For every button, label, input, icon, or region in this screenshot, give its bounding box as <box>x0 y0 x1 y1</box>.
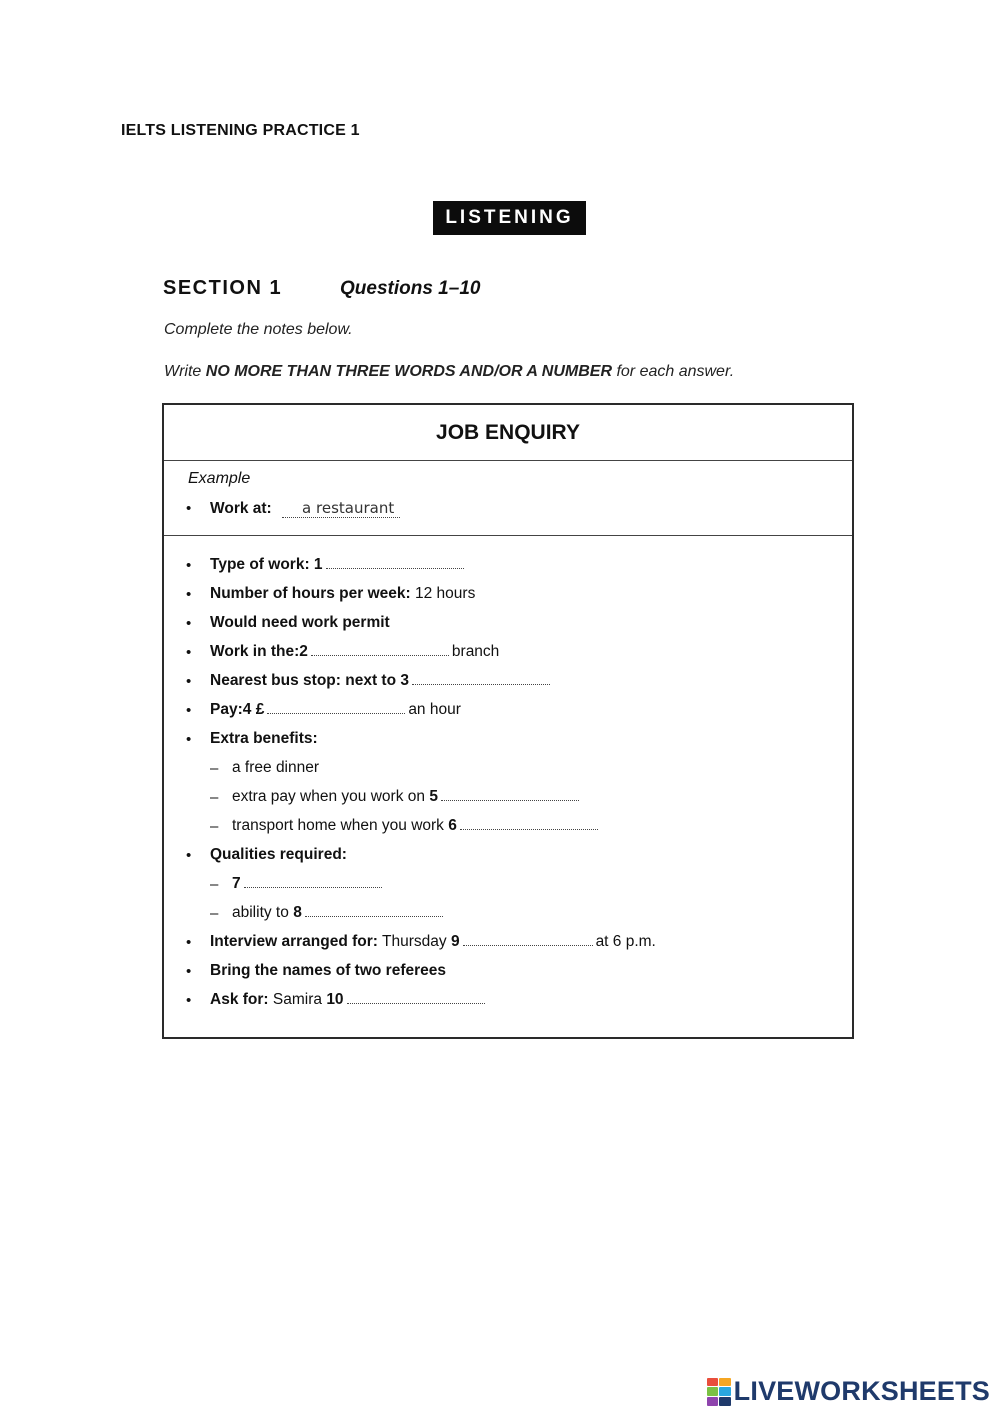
notes-box <box>162 403 854 1039</box>
answer-blank-5[interactable] <box>441 788 579 801</box>
note-subrow-extra-pay <box>232 788 582 806</box>
sub-item-text: a free dinner <box>232 759 320 776</box>
logo-cell <box>707 1387 719 1396</box>
bullet-icon: • <box>186 615 192 632</box>
bullet-icon: • <box>186 963 192 980</box>
bullet-icon: • <box>186 731 192 748</box>
listening-badge: LISTENING <box>433 201 586 235</box>
item-label: Number of hours per week: <box>210 585 411 602</box>
note-row-hours <box>210 585 475 603</box>
example-label: Example <box>188 470 251 487</box>
bullet-icon: • <box>186 557 192 574</box>
currency-symbol: £ <box>255 701 265 718</box>
note-row-work-in <box>210 643 499 661</box>
bullet-icon: • <box>186 500 192 517</box>
note-row-ask-for <box>210 991 488 1009</box>
question-number: 4 <box>242 701 252 718</box>
item-label: Extra benefits: <box>210 730 318 747</box>
item-label: Type of work: <box>210 556 310 573</box>
dash-icon: – <box>210 905 219 922</box>
bullet-icon: • <box>186 644 192 661</box>
instruction-word-limit <box>164 363 734 381</box>
answer-blank-10[interactable] <box>347 991 485 1004</box>
liveworksheets-brand[interactable] <box>707 1376 990 1407</box>
question-number: 3 <box>400 672 409 689</box>
item-label: Ask for: <box>210 991 269 1008</box>
sub-item-text: extra pay when you work on <box>232 788 425 805</box>
question-number: 5 <box>429 788 438 805</box>
page-title: IELTS LISTENING PRACTICE 1 <box>121 122 360 139</box>
item-label: Work in the: <box>210 643 300 660</box>
bullet-icon: • <box>186 702 192 719</box>
logo-cell <box>719 1397 731 1406</box>
sub-item-text: transport home when you work <box>232 817 444 834</box>
answer-blank-9[interactable] <box>463 933 593 946</box>
note-row-qualities <box>210 846 347 864</box>
note-row-bus-stop <box>210 672 553 690</box>
example-area <box>164 460 852 536</box>
answer-blank-6[interactable] <box>460 817 598 830</box>
item-label: Pay: <box>210 701 243 718</box>
bullet-icon: • <box>186 934 192 951</box>
question-number: 2 <box>299 643 308 660</box>
dash-icon: – <box>210 760 219 777</box>
sub-item-text: ability to <box>232 904 289 921</box>
note-subrow-transport <box>232 817 601 835</box>
answer-blank-7[interactable] <box>244 875 382 888</box>
item-label: Nearest bus stop: <box>210 672 341 689</box>
item-label: Bring the names of two referees <box>210 962 447 979</box>
note-subrow-ability <box>232 904 446 922</box>
instruction-bold: NO MORE THAN THREE WORDS AND/OR A NUMBER <box>205 363 612 380</box>
question-number: 9 <box>450 933 460 950</box>
item-after: branch <box>451 643 500 660</box>
item-day: Thursday <box>382 933 447 950</box>
question-number: 8 <box>293 904 302 921</box>
note-subrow-free-dinner <box>232 759 319 777</box>
answer-blank-2[interactable] <box>311 643 449 656</box>
note-row-type-of-work <box>210 556 467 574</box>
logo-cell <box>707 1397 719 1406</box>
notes-title: JOB ENQUIRY <box>164 405 852 461</box>
answer-blank-1[interactable] <box>326 556 464 569</box>
note-row-pay <box>210 701 461 719</box>
note-row-interview <box>210 933 656 951</box>
logo-cell <box>719 1387 731 1396</box>
answer-blank-8[interactable] <box>305 904 443 917</box>
item-label: Would need work permit <box>210 614 390 631</box>
logo-cell <box>719 1378 731 1387</box>
note-row-benefits <box>210 730 318 748</box>
item-value: 12 hours <box>415 585 476 602</box>
question-number: 7 <box>232 875 241 892</box>
item-name: Samira <box>272 991 322 1008</box>
bullet-icon: • <box>186 673 192 690</box>
instruction-post: for each answer. <box>612 363 735 380</box>
instruction-complete: Complete the notes below. <box>164 321 353 338</box>
item-mid: next to <box>345 672 397 689</box>
question-number: 10 <box>326 991 344 1008</box>
example-answer: a restaurant <box>282 499 400 518</box>
example-row <box>210 499 400 518</box>
item-after: at 6 p.m. <box>595 933 656 950</box>
question-number: 6 <box>448 817 457 834</box>
dash-icon: – <box>210 789 219 806</box>
note-row-referees <box>210 962 446 980</box>
logo-cell <box>707 1378 719 1387</box>
brand-name: LIVEWORKSHEETS <box>733 1376 990 1406</box>
note-subrow-quality-7 <box>232 875 385 893</box>
bullet-icon: • <box>186 992 192 1009</box>
question-number: 1 <box>313 556 323 573</box>
dash-icon: – <box>210 818 219 835</box>
liveworksheets-logo-icon <box>707 1378 731 1406</box>
dash-icon: – <box>210 876 219 893</box>
bullet-icon: • <box>186 586 192 603</box>
bullet-icon: • <box>186 847 192 864</box>
answer-blank-3[interactable] <box>412 672 550 685</box>
item-after: an hour <box>408 701 461 718</box>
section-label: SECTION 1 <box>163 277 283 299</box>
item-label: Interview arranged for: <box>210 933 378 950</box>
item-label: Qualities required: <box>210 846 347 863</box>
answer-blank-4[interactable] <box>267 701 405 714</box>
example-item-label: Work at: <box>210 500 272 517</box>
note-row-permit <box>210 614 390 632</box>
questions-range: Questions 1–10 <box>340 278 481 299</box>
instruction-pre: Write <box>164 363 206 380</box>
